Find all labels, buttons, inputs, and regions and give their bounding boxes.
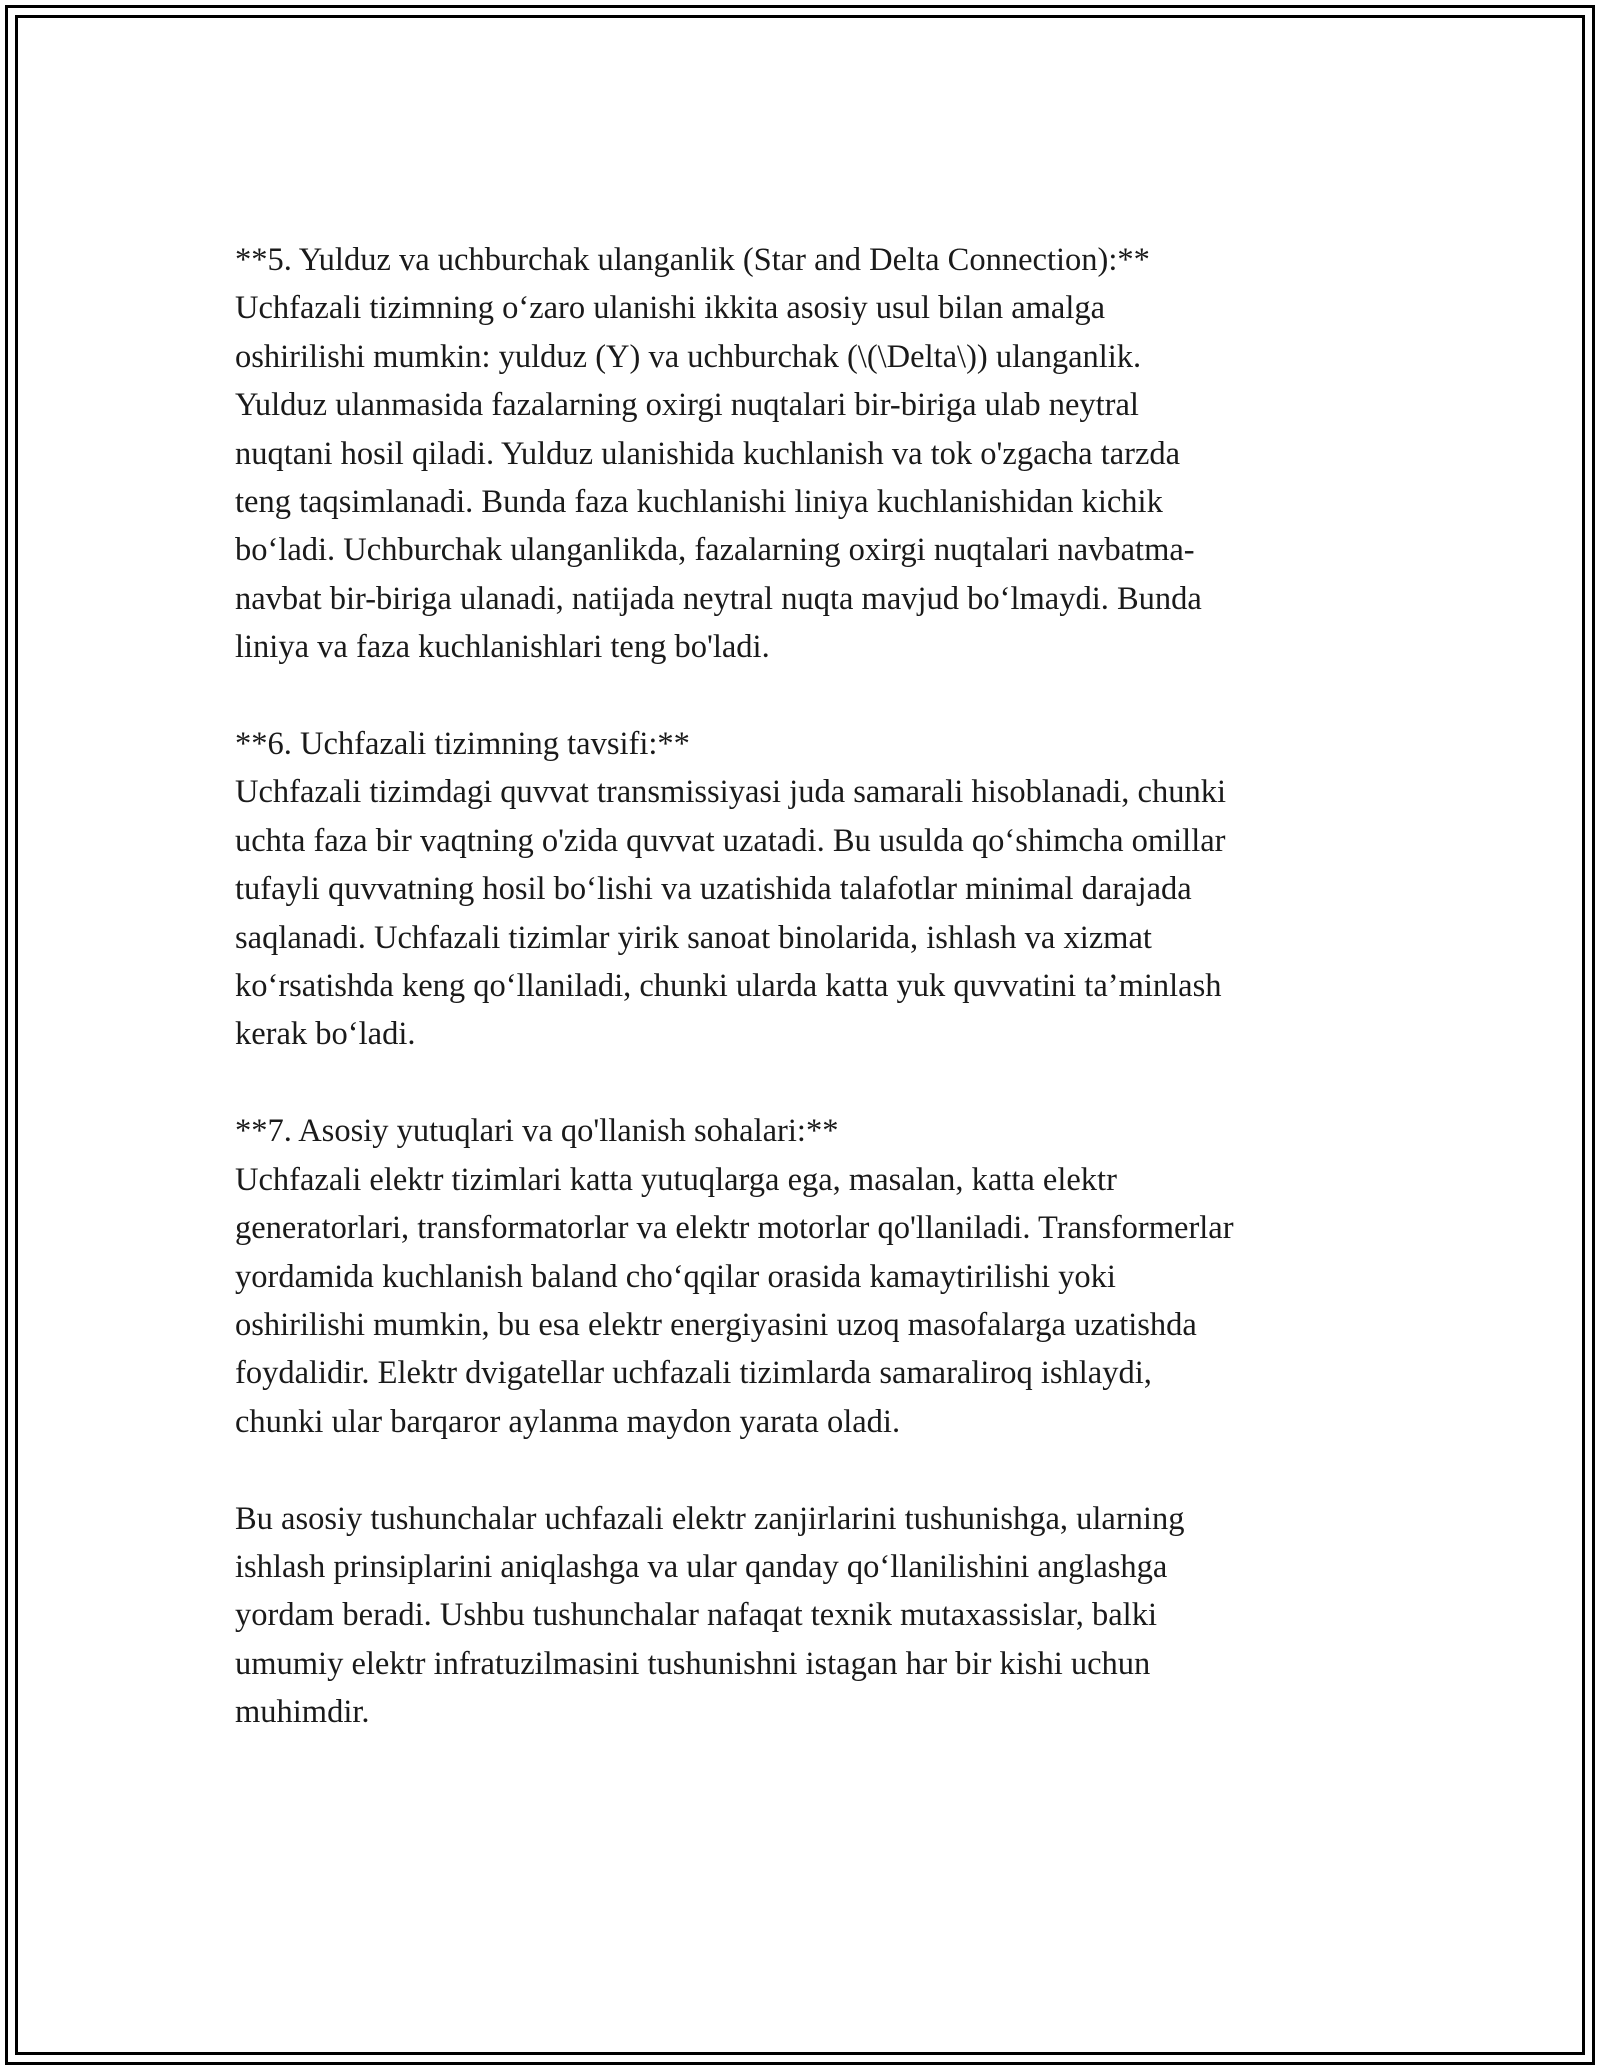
section-system-description (235, 720, 1385, 1059)
text-line: nuqtani hosil qiladi. Yulduz ulanishida kuchlanish va tok o'zgacha tarzda (235, 435, 1181, 472)
text-line: generatorlari, transformatorlar va elektr motorlar qo'llaniladi. Transformerlar (235, 1210, 1234, 1247)
section-star-delta (235, 236, 1385, 672)
text-line: ko‘rsatishda keng qo‘llaniladi, chunki ularda katta yuk quvvatini ta’minlash (235, 968, 1222, 1005)
text-line: chunki ular barqaror aylanma maydon yarata oladi. (235, 1403, 901, 1440)
section-heading: **5. Yulduz va uchburchak ulanganlik (Star and Delta Connection):** (235, 242, 1150, 278)
text-line: tufayli quvvatning hosil bo‘lishi va uzatishida talafotlar minimal darajada (235, 871, 1192, 908)
paragraph (235, 1495, 1385, 1737)
text-line: kerak bo‘ladi. (235, 1016, 416, 1053)
text-line: oshirilishi mumkin, bu esa elektr energiyasini uzoq masofalarga uzatishda (235, 1306, 1197, 1343)
text-line: saqlanadi. Uchfazali tizimlar yirik sanoat binolarida, ishlash va xizmat (235, 919, 1152, 956)
section-heading: **7. Asosiy yutuqlari va qo'llanish sohalari:** (235, 1113, 839, 1150)
text-line: Bu asosiy tushunchalar uchfazali elektr zanjirlarini tushunishga, ularning (235, 1500, 1185, 1537)
text-line: Uchfazali elektr tizimlari katta yutuqlarga ega, masalan, katta elektr (235, 1161, 1117, 1198)
text-line: ishlash prinsiplarini aniqlashga va ular qanday qo‘llanilishini anglashga (235, 1548, 1168, 1585)
text-line: bo‘ladi. Uchburchak ulanganlikda, fazalarning oxirgi nuqtalari navbatma- (235, 532, 1195, 569)
text-line: oshirilishi mumkin: yulduz (Y) va uchburchak (\(\Delta\)) ulanganlik. (235, 338, 1142, 375)
text-line: muhimdir. (235, 1694, 370, 1731)
text-line: foydalidir. Elektr dvigatellar uchfazali tizimlarda samaraliroq ishlaydi, (235, 1355, 1152, 1392)
section-conclusion (235, 1495, 1385, 1737)
text-line: uchta faza bir vaqtning o'zida quvvat uzatadi. Bu usulda qo‘shimcha omillar (235, 822, 1226, 859)
text-line: Uchfazali tizimning o‘zaro ulanishi ikkita asosiy usul bilan amalga (235, 290, 1106, 327)
paragraph (235, 720, 1385, 1059)
section-heading: **6. Uchfazali tizimning tavsifi:** (235, 726, 690, 763)
text-line: Yulduz ulanmasida fazalarning oxirgi nuqtalari bir-biriga ulab neytral (235, 387, 1139, 424)
text-line: yordamida kuchlanish baland cho‘qqilar orasida kamaytirilishi yoki (235, 1258, 1116, 1295)
paragraph (235, 236, 1385, 672)
document-body (235, 236, 1385, 1785)
text-line: liniya va faza kuchlanishlari teng bo'ladi. (235, 629, 770, 666)
text-line: teng taqsimlanadi. Bunda faza kuchlanishi liniya kuchlanishidan kichik (235, 484, 1163, 521)
text-line: umumiy elektr infratuzilmasini tushunishni istagan har bir kishi uchun (235, 1645, 1151, 1682)
section-advantages (235, 1107, 1385, 1446)
text-line: Uchfazali tizimdagi quvvat transmissiyasi juda samarali hisoblanadi, chunki (235, 774, 1226, 811)
text-line: navbat bir-biriga ulanadi, natijada neytral nuqta mavjud bo‘lmaydi. Bunda (235, 580, 1202, 617)
paragraph (235, 1107, 1385, 1446)
text-line: yordam beradi. Ushbu tushunchalar nafaqat texnik mutaxassislar, balki (235, 1597, 1157, 1634)
